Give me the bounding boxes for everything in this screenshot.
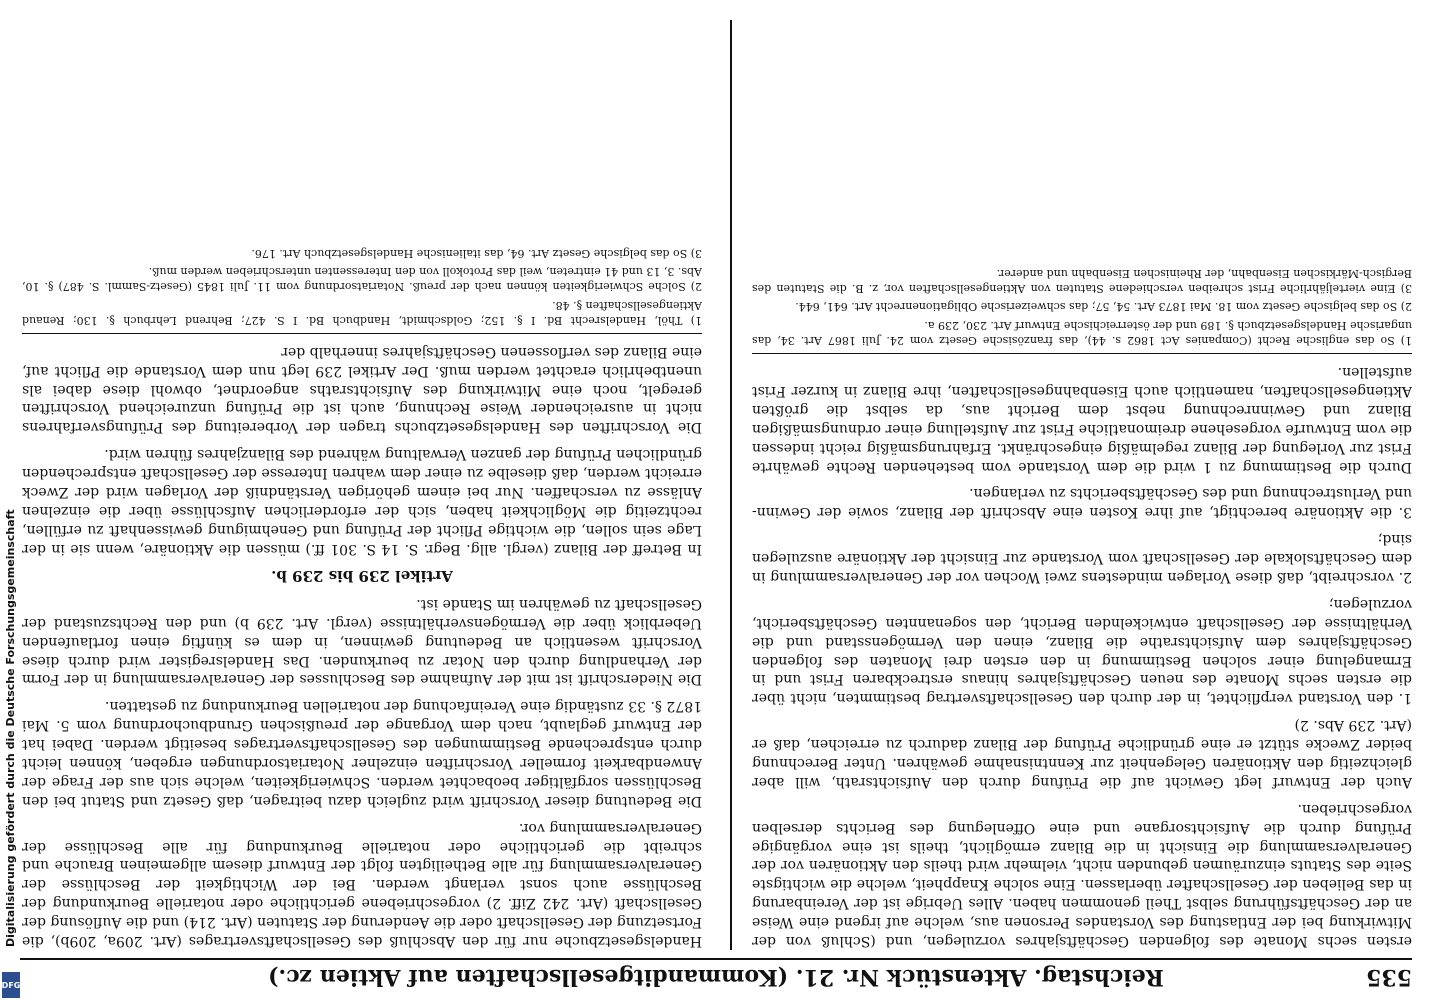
footnote: 2) Solche Schwierigkeiten können nach der preuß. Notariatsordnung vom 11. Juli 1845 (Gesetz-Samml. S. 487) §. 10, Abs. 3, 13 und 41 eintreten, weil das Protokoll von den Interessenten unterschrieben werden muß. xyxy=(22,265,702,294)
running-title: Reichstag. Aktenstück Nr. 21. (Kommanditgesellschaften auf Aktien zc.) xyxy=(268,964,1164,990)
footnote: 2) So das belgische Gesetz vom 18. Mai 1873 Art. 54, 57; das schweizerische Obligationenrecht Art. 641, 644. xyxy=(795,300,1412,314)
dfg-logo-icon: DFG xyxy=(2,972,20,998)
footnote: 3) So das belgische Gesetz Art. 64, das italienische Handelsgesetzbuch Art. 176. xyxy=(251,246,702,260)
footnote: 1) Thöl, Handelsrecht Bd. I §. 152; Goldschmidt, Handbuch Bd. I S. 427; Behrend Lehrbuch §. 130; Renaud Aktiengesellschaften §. 48. xyxy=(22,299,702,327)
digitization-note xyxy=(0,0,22,1000)
footnote: 3) Eine vierteljährliche Frist schreiben verschiedene Statuten von Aktiengesellschaften vor, z. B. die Statuten des Bergisch-Märkischen Eisenbahn, der Rheinischen Eisenbahn und anderer. xyxy=(752,266,1412,295)
list-item: 2. vorschreibt, daß diese Vorlagen mindestens zwei Wochen vor der Generalversammlung in dem Geschäftslokale der Gesellschaft vom Vorstande zur Einsicht der Aktionäre auszulegen sind; xyxy=(752,531,1412,585)
footnotes xyxy=(752,265,1412,354)
footnote: 1) So das englische Recht (Companies Act 1862 s. 44), das französische Gesetz vom 24. Juli 1867 Art. 34, das ungarische Handelsgesetzbuch §. 189 und der österreichische Entwurf Art. 230, 239 a. xyxy=(752,319,1412,348)
column-divider xyxy=(730,20,732,950)
paragraph: Die Bedeutung dieser Vorschrift wird zugleich dazu beitragen, daß Gesetz und Statut bei den Beschlüssen sorgfältiger beobachtet werden. Schwierigkeiten, welche sich aus der Frage der Anwendbarkeit formeller Vorschriften einzelner Notariatsordnungen ergeben, können leicht durch entsprechende Bestimmungen des Gesellschaftsvertrages beseitigt werden. Dabei hat der Entwurf geglaubt, nach dem Vorgange der preußischen Grundbuchordnung vom 5. Mai 1872 §. 33 zuständig eine Vereinfachung der notariellen Beurkundung zu gestatten. xyxy=(22,698,702,809)
footnotes xyxy=(22,245,702,334)
paragraph: Die Niederschrift ist mit der Aufnahme des Beschlusses der Generalversammlung in der Form der Verhandlung durch den Notar zu beurkunden. Das Handelsregister wird durch diese Vorschrift wesentlich an Bedeutung gewinnen, in dem es künftig einen fortlaufenden Ueberblick über die Vermögensverhältnisse (vergl. Art. 239 b) und den Rechtszustand der Gesellschaft zu gewähren im Stande ist. xyxy=(22,595,702,688)
page-header xyxy=(20,958,1412,990)
section-heading: Artikel 239 bis 239 b. xyxy=(271,566,453,585)
funding-credit: Digitalisierung gefördert durch die Deutsche Forschungsgemeinschaft xyxy=(4,509,17,947)
paragraph: In Betreff der Bilanz (vergl. allg. Begr. S. 14 S. 301 ff.) müssen die Aktionäre, wenn sie in der Lage sein sollen, die wichtige Pflicht der Prüfung und Genehmigung gewissenhaft zu erfüllen, rechtzeitig die Möglichkeit haben, sich der erforderlichen Aufschlüsse über die einzelnen Anlässe zu verschaffen. Nur bei einem gehörigen Verständniß der Vorlagen wird der Zweck erreicht werden, daß dieselbe zu einer dem wahren Interesse der Gesellschaft entsprechenden gründlichen Prüfung der ganzen Verwaltung während des Bilanzjahres führen wird. xyxy=(22,446,702,557)
list-item: 1. den Vorstand verpflichtet, in der durch den Gesellschaftsvertrag bestimmten, nicht über die ersten sechs Monate des neuen Geschäftsjahres hinaus erstreckbaren Frist und in Ermangelung einer solchen Bestimmung in den ersten drei Monaten des folgenden Geschäftsjahres dem Aufsichtsrathe die Bilanz, einen den Vermögensstand und die Verhältnisse der Gesellschaft entwickelnden Bericht, den sogenannten Geschäftsbericht, vorzulegen; xyxy=(752,595,1412,707)
paragraph: Handelsgesetzbuche nur für den Abschluß des Gesellschaftsvertrages (Art. 209a, 209b), die Fortsetzung der Gesellschaft oder die Aenderung der Statuten (Art. 214) und die Auflösung der Gesellschaft (Art. 242 Ziff. 2) vorgeschriebene gerichtliche oder notarielle Beurkundung der Beschlüsse auch sonst verlangt werden. Bei der Wichtigkeit der Beschlüsse der Generalversammlung für alle Betheiligten folgt der Entwurf diesem allgemeinen Brauche und schreibt die gerichtliche oder notarielle Beurkundung für alle Beschlüsse der Generalversammlung vor. xyxy=(22,819,702,949)
list-item: 3. die Aktionäre berechtigt, auf ihre Kosten eine Abschrift der Bilanz, sowie der Gewinn- und Verlustrechnung und des Geschäftsberichts zu verlangen. xyxy=(752,485,1412,521)
right-column xyxy=(22,20,702,950)
paragraph: ersten sechs Monate des folgenden Geschäftsjahres vorzulegen, und (Schluß von der Mitwirkung bei der Entlastung des Vorstandes Personen aus, welche auf irgend eine Weise an der Geschäftsführung selbst Theil genommen haben. Alles Uebrige ist der Vereinbarung in das Belieben der Gesellschafter überlassen. Eine solche Knappheit, welche die wichtigste Seite des Statuts einzuräumen gebunden nicht, vielmehr wird theils den Aktionären vor der Generalversammlung die Einsicht in die Bilanz ermöglicht, theils ist eine vorgängige Prüfung durch die Aufsichtsorgane und eine Offenlegung des Berichts derselben vorgeschrieben. xyxy=(752,800,1412,949)
paragraph: Die Vorschriften des Handelsgesetzbuchs tragen der Vorbereitung des Prüfungsverfahrens nicht in ausreichender Weise Rechnung, auch ist die Prüfung unzureichend Vorschriften geregelt, noch eine Mitwirkung des Aufsichtsraths angeordnet, obwohl diese dabei als unentbehrlich erachtet werden muß. Der Artikel 239 legt nun dem Vorstande die Pflicht auf, eine Bilanz des verflossenen Geschäftsjahres innerhalb der xyxy=(22,343,702,436)
left-column xyxy=(752,20,1412,950)
paragraph: Durch die Bestimmung zu 1 wird die dem Vorstande vom bestehenden Rechte gewährte Frist zur Vorlegung der Bilanz regelmäßig eingeschränkt. Erfahrungsmäßig reicht indessen die vom Entwurfe vorgesehene dreimonatliche Frist zur Aufstellung einer ordnungsmäßigen Bilanz und Gewinnrechnung nebst dem Bericht aus, da selbst die größten Aktiengesellschaften, namentlich auch Eisenbahngesellschaften, ihre Bilanz in kurzer Frist aufstellen. xyxy=(752,364,1412,475)
page-number: 535 xyxy=(1366,964,1412,990)
paragraph: Auch der Entwurf legt Gewicht auf die Prüfung durch den Aufsichtsrath, will aber gleichzeitig den Aktionären Gelegenheit zur Kenntnisnahme gewähren. Unter Berechnung beider Zwecke stützt er eine gründliche Prüfung der Bilanz dadurch zu erreichen, daß er (Art. 239 Abs. 2) xyxy=(752,717,1412,790)
